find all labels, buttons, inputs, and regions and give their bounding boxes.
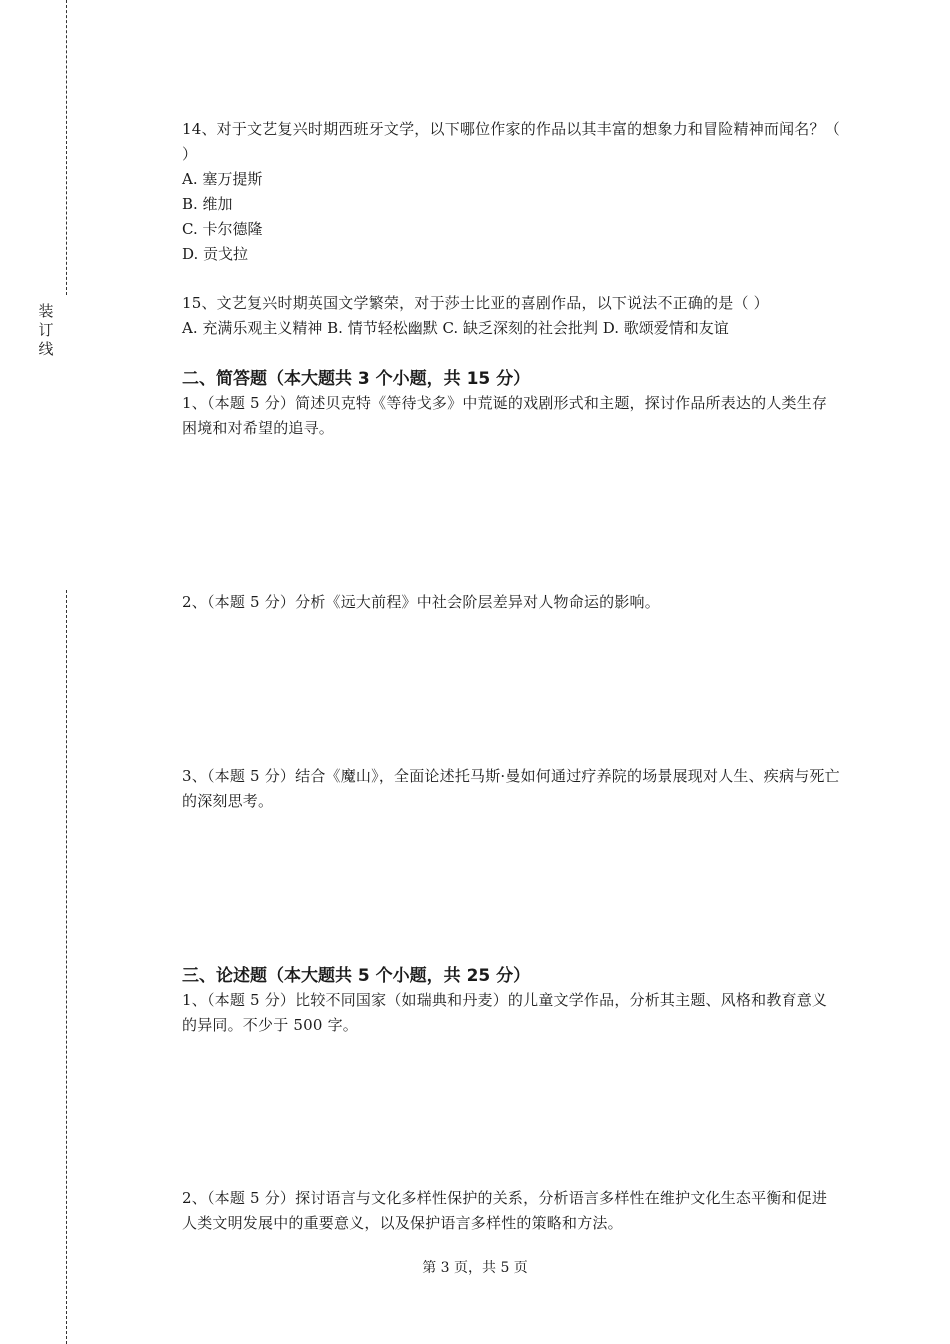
section-3-question-2: 2、（本题 5 分）探讨语言与文化多样性保护的关系，分析语言多样性在维护文化生态平衡和促进人类文明发展中的重要意义，以及保护语言多样性的策略和方法。 [182,1189,828,1232]
binding-line-top [66,0,67,295]
binding-label [37,302,55,359]
section-3-heading: 三、论述题（本大题共 5 个小题，共 25 分） [182,966,531,986]
section-2-question-2: 2、（本题 5 分）分析《远大前程》中社会阶层差异对人物命运的影响。 [182,593,660,611]
question-14 [182,117,842,267]
question-15-text: 15、文艺复兴时期英国文学繁荣，对于莎士比亚的喜剧作品，以下说法不正确的是（ ） [182,294,769,312]
binding-char: 装 [38,302,54,320]
binding-line-bottom [66,590,67,1344]
question-15-options: A. 充满乐观主义精神 B. 情节轻松幽默 C. 缺乏深刻的社会批判 D. 歌颂爱情和友谊 [182,319,729,337]
section-3-question-1: 1、（本题 5 分）比较不同国家（如瑞典和丹麦）的儿童文学作品，分析其主题、风格和教育意义的异同。不少于 500 字。 [182,991,828,1034]
option-b: B. 维加 [182,195,233,213]
question-15 [182,291,842,341]
option-c: C. 卡尔德隆 [182,220,263,238]
question-14-text: 14、对于文艺复兴时期西班牙文学，以下哪位作家的作品以其丰富的想象力和冒险精神而闻名？（ ） [182,120,840,163]
option-d: D. 贡戈拉 [182,245,249,263]
option-a: A. 塞万提斯 [182,170,263,188]
section-2-question-3: 3、（本题 5 分）结合《魔山》，全面论述托马斯·曼如何通过疗养院的场景展现对人生、疾病与死亡的深刻思考。 [182,767,840,810]
binding-char: 订 [38,321,54,339]
binding-char: 线 [38,340,54,358]
page-footer: 第 3 页，共 5 页 [422,1260,528,1276]
section-2-heading: 二、简答题（本大题共 3 个小题，共 15 分） [182,369,531,389]
section-2-question-1: 1、（本题 5 分）简述贝克特《等待戈多》中荒诞的戏剧形式和主题，探讨作品所表达的人类生存困境和对希望的追寻。 [182,394,828,437]
